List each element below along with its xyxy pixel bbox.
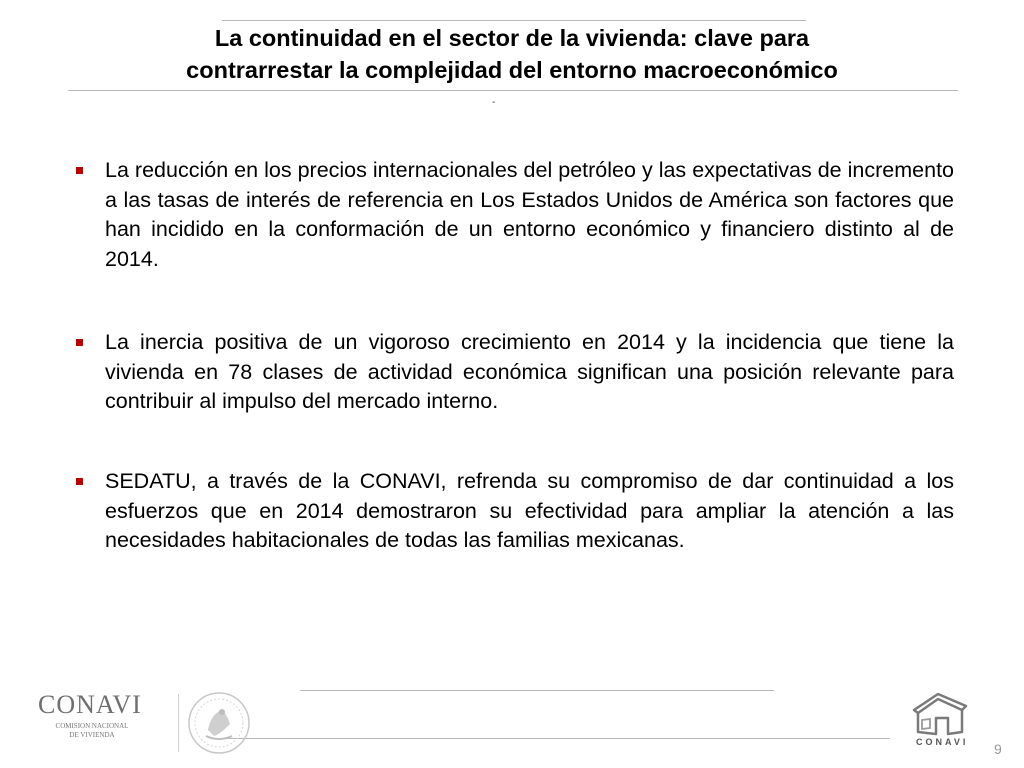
- slide-title-line-1: La continuidad en el sector de la vivienda: clave para: [214, 25, 810, 51]
- footer-rule-upper: [300, 690, 774, 691]
- conavi-small-wordmark: CONAVI: [916, 737, 969, 747]
- bullet-text: La inercia positiva de un vigoroso crecimiento en 2014 y la incidencia que tiene la vivienda en 78 clases de actividad económica significan una posición relevante para contribuir al impulso del mercado interno.: [105, 330, 954, 413]
- square-bullet-icon: [76, 167, 83, 174]
- footer-rule-lower: [222, 738, 890, 739]
- slide-title: [40, 22, 984, 86]
- footer-logos: [30, 690, 270, 760]
- bullet-text: La reducción en los precios internacionales del petróleo y las expectativas de incremento a las tasas de interés de referencia en Los Estados Unidos de América son factores que han incidido en la conformación de un entorno económico y financiero distinto al de 2014.: [105, 158, 954, 271]
- conavi-subtitle-line-2: DE VIVIENDA: [69, 731, 115, 739]
- conavi-wordmark: CONAVI: [38, 690, 142, 719]
- conavi-subtitle: [42, 722, 142, 740]
- square-bullet-icon: [76, 339, 83, 346]
- square-bullet-icon: [76, 478, 83, 485]
- title-top-rule: [222, 20, 806, 21]
- title-bottom-rule: [68, 90, 958, 91]
- page-number: 9: [994, 741, 1002, 757]
- slide-title-line-2: contrarrestar la complejidad del entorno macroeconómico: [186, 57, 838, 83]
- conavi-subtitle-line-1: COMISION NACIONAL: [55, 722, 129, 730]
- bullet-item: [70, 328, 954, 417]
- bullet-text: SEDATU, a través de la CONAVI, refrenda su compromiso de dar continuidad a los esfuerzos que en 2014 demostraron su efectividad para ampliar la atención a las necesidades habitacionales de todas las familias mexicanas.: [105, 469, 954, 552]
- bullet-item: [70, 467, 954, 556]
- footer-logo-separator: [178, 694, 179, 752]
- bullet-item: [70, 156, 954, 274]
- mexico-seal-icon: [186, 690, 252, 756]
- conavi-house-icon: [908, 688, 972, 738]
- title-dash: -: [492, 97, 496, 108]
